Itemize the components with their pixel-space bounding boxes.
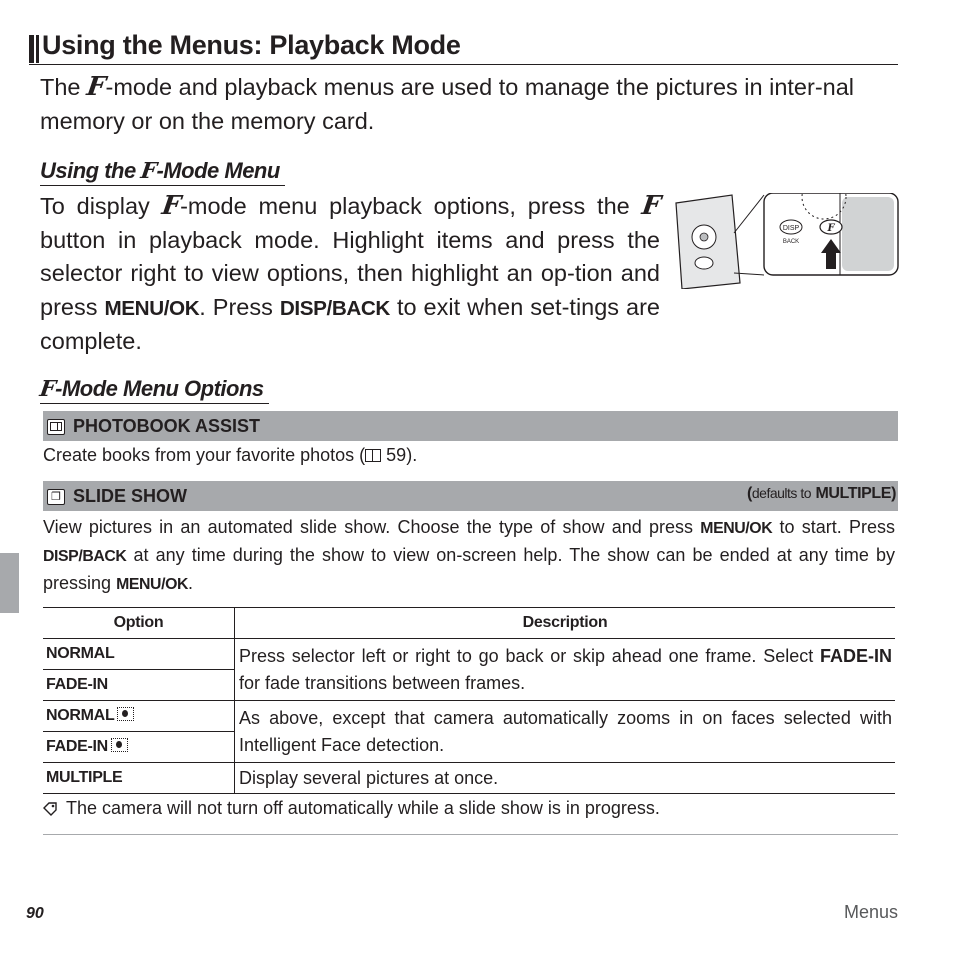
intro-text-2: -mode and playback menus are used to manage the pictures in inter-nal memory or on the memory card. [40,74,855,134]
camera-back-label: BACK [782,239,800,245]
photobook-assist-label [47,416,260,437]
section-heading-f-mode-options [40,376,269,404]
f-mode-icon: F [38,376,57,402]
description-face: As above, except that camera automatically zooms in on faces selected with Intelligent Face detection. [235,701,896,763]
section-heading-f-mode-menu [40,158,285,186]
intro-paragraph [40,70,900,138]
chapter-tab [0,553,19,613]
option-fade-in: FADE-IN [43,670,235,701]
column-header-option: Option [43,608,235,639]
slideshow-desc-a: View pictures in an automated slide show. Choose the type of show and press [43,517,694,537]
note-icon [43,802,57,816]
photobook-page-ref: 59 [386,445,407,465]
camera-disp-label: DISP [782,225,800,232]
note-text: The camera will not turn off automatically while a slide show is in progress. [66,798,660,818]
menu-ok-keyword: MENU/OK [700,520,773,537]
description-multiple: Display several pictures at once. [235,763,896,794]
f-button-icon: F [639,191,663,221]
heading-prefix: Using the [40,158,136,183]
section-name: Menus [843,902,898,922]
option-normal-face [43,701,235,732]
slideshow-desc-d: . [188,573,194,593]
disp-back-keyword: DISP/BACK [279,296,390,320]
note-rule [43,834,898,835]
slide-show-description [43,514,895,598]
option-fade-in-face [43,732,235,763]
slideshow-desc-b: to start. Press [779,517,895,537]
instr-d: . Press [199,293,273,320]
f-mode-icon: F [159,191,183,221]
slideshow-label-text: SLIDE SHOW [73,486,188,506]
f-mode-instructions [40,190,663,359]
table-row [43,701,895,732]
column-header-description: Description [235,608,896,639]
instr-a: To display [40,193,150,219]
face-detection-icon [111,738,128,752]
book-icon [47,419,65,435]
photobook-desc-pre: Create books from your favorite photos ( [43,445,366,465]
page-title: Using the Menus: Playback Mode [42,30,461,60]
option-fade-in-face-text: FADE-IN [46,738,108,755]
heading-suffix-2: -Mode Menu Options [55,376,264,401]
menu-ok-keyword: MENU/OK [104,296,200,320]
intro-text-1: The [40,74,81,100]
slide-show-options-table [43,607,895,794]
default-open: ( [746,485,752,502]
option-normal: NORMAL [43,639,235,670]
page-ref-icon [365,449,381,462]
f-mode-icon: F [84,72,108,102]
default-value: MULTIPLE [815,485,892,502]
instr-c: button in playback mode. Highlight items and press the selector right to view options, then highlight an op-tion and press [40,226,660,320]
note [43,798,660,819]
description-fade [235,639,896,701]
fade-desc-b: for fade transitions between frames. [239,672,526,693]
menu-ok-keyword: MENU/OK [116,576,189,593]
slide-show-default [747,485,896,503]
title-rule [29,64,898,65]
heading-bar-thin [36,35,39,63]
table-row [43,763,895,794]
disp-back-keyword: DISP/BACK [43,548,127,565]
instr-b: -mode menu playback options, press the [180,193,630,219]
photobook-assist-description [43,445,417,466]
default-text: defaults to [751,485,811,501]
photobook-label-text: PHOTOBOOK ASSIST [73,416,261,436]
slide-show-label [47,486,187,507]
fade-in-keyword: FADE-IN [820,645,892,666]
slideshow-icon: ❐ [47,489,65,505]
photobook-desc-post: ). [406,445,418,465]
heading-bar [29,35,34,63]
fade-desc-a: Press selector left or right to go back or skip ahead one frame. Select [239,645,814,666]
heading-suffix: -Mode Menu [156,158,280,183]
option-multiple: MULTIPLE [43,763,235,794]
page-number: 90 [26,905,44,922]
camera-illustration [672,193,900,289]
slideshow-desc-c: at any time during the show to view on-screen help. The show can be ended at any time by pressing [43,545,895,593]
instr-e: to exit when set-tings are complete. [40,293,661,354]
table-row [43,639,895,670]
face-detection-icon [117,707,134,721]
option-normal-face-text: NORMAL [46,707,115,724]
svg-text:F: F [827,223,835,234]
f-mode-icon: F [139,158,159,184]
default-close: ) [891,485,896,502]
